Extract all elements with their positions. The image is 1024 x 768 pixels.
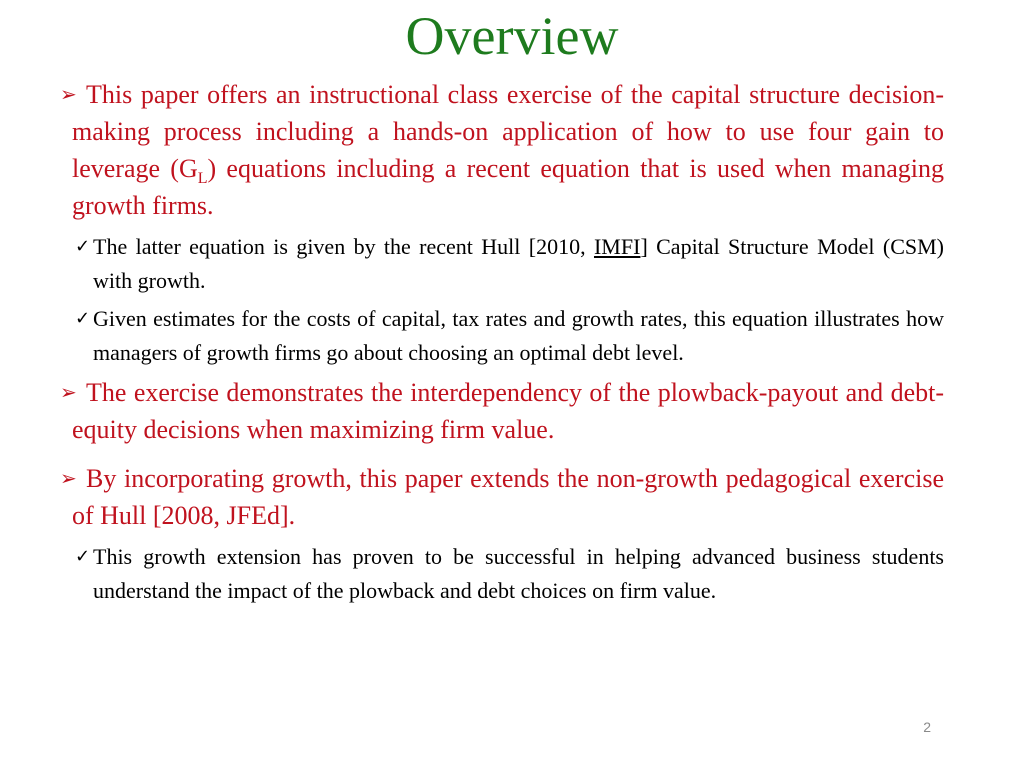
bullet-2-text: The exercise demonstrates the interdependency of the plowback-payout and debt-equity decisions when maximizing firm value.	[72, 378, 944, 444]
subbullet-1-1-text	[93, 230, 944, 298]
imfi-link[interactable]: IMFI	[593, 234, 641, 259]
bullet-3	[60, 460, 944, 534]
bullet-2	[60, 374, 944, 448]
subbullet-1-1-text-part-2: ] Capital Structure Model (CSM) with growth.	[93, 234, 944, 293]
bullet-1	[60, 76, 944, 224]
checkmark-icon: ✓	[75, 236, 91, 257]
slide-body	[60, 76, 944, 608]
arrow-bullet-icon: ➢	[60, 466, 77, 490]
bullet-1-text	[72, 76, 944, 224]
subscript-l: L	[197, 170, 208, 188]
subbullet-1-1	[60, 230, 944, 298]
subbullet-1-1-text-part-1: The latter equation is given by the recent Hull [2010,	[93, 234, 594, 259]
checkmark-icon: ✓	[75, 308, 91, 329]
slide-title: Overview	[405, 6, 619, 66]
bullet-1-text-part-2: ) equations including a recent equation that is used when managing growth firms.	[72, 154, 944, 220]
subbullet-1-2	[60, 302, 944, 370]
bullet-1-text-part-1: This paper offers an instructional class exercise of the capital structure decision-making process including a hands-on application of how to use four gain to leverage (G	[72, 80, 944, 183]
subbullet-1-2-text: Given estimates for the costs of capital, tax rates and growth rates, this equation illustrates how managers of growth firms go about choosing an optimal debt level.	[93, 306, 944, 365]
arrow-bullet-icon: ➢	[60, 380, 77, 404]
arrow-bullet-icon: ➢	[60, 82, 77, 106]
subbullet-3-1-text: This growth extension has proven to be successful in helping advanced business students understand the impact of the plowback and debt choices on firm value.	[93, 544, 944, 603]
page-number: 2	[923, 719, 931, 735]
checkmark-icon: ✓	[75, 546, 91, 567]
bullet-3-text: By incorporating growth, this paper extends the non-growth pedagogical exercise of Hull [2008, JFEd].	[72, 464, 944, 530]
subbullet-3-1	[60, 540, 944, 608]
